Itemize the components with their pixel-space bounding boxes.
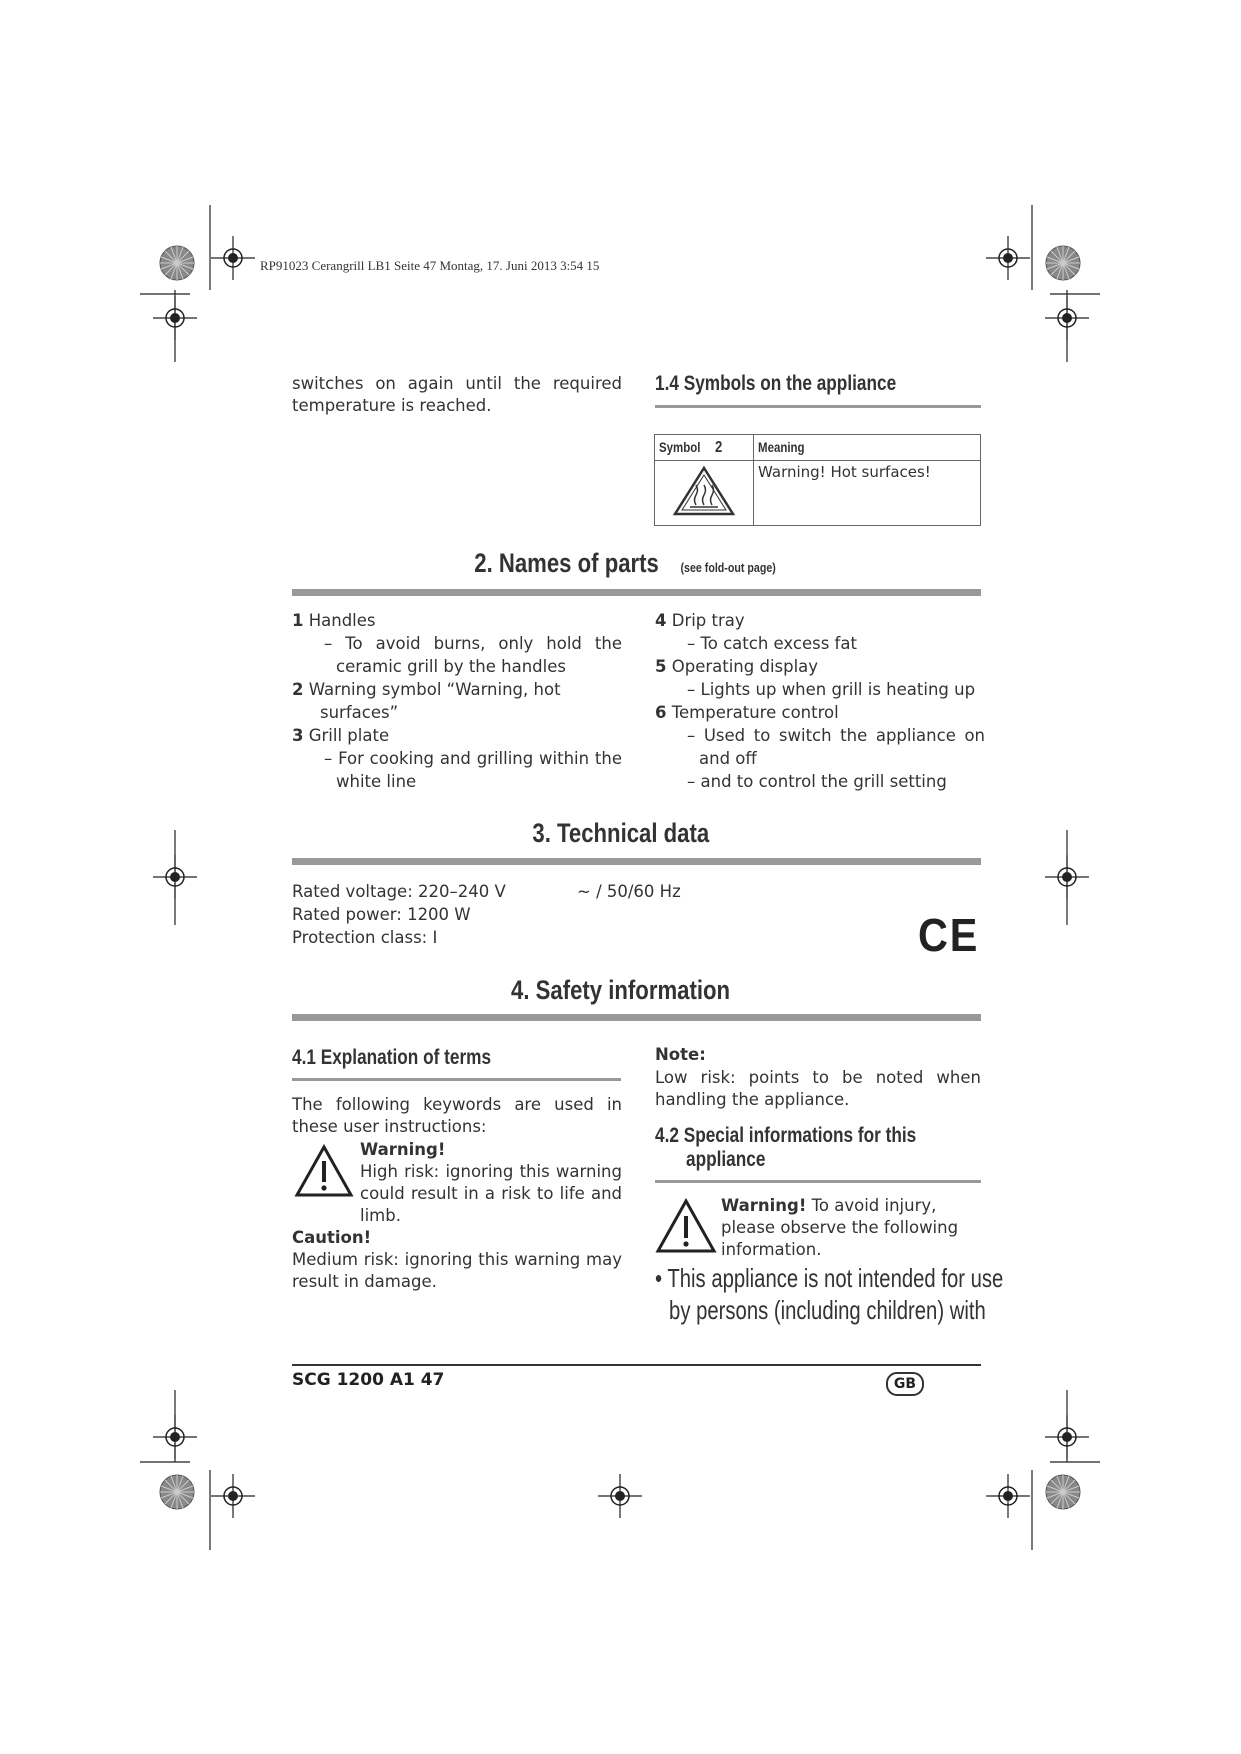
warning-triangle-icon (294, 1144, 354, 1198)
section-4-2-heading-line2: appliance (686, 1148, 766, 1171)
col-symbol-number: 2 (714, 439, 722, 456)
note-keyword: Note: (655, 1045, 706, 1064)
special-warning-text: To avoid injury, please observe the following information. (721, 1196, 959, 1259)
intro-paragraph: switches on again until the required temperature is reached. (292, 374, 622, 415)
section-1-4-heading: 1.4 Symbols on the appliance (655, 372, 897, 395)
caution-keyword: Caution! (292, 1228, 372, 1247)
section-4-1-heading: 4.1 Explanation of terms (292, 1046, 492, 1069)
hot-surface-warning-icon (672, 465, 736, 517)
part-item-3-desc: – For cooking and grilling within the white line (324, 749, 622, 791)
section-2-note: (see fold-out page) (680, 560, 777, 575)
ce-mark: CE (918, 909, 980, 961)
footer-model-page: SCG 1200 A1 47 (292, 1370, 445, 1390)
part-item-5-desc: – Lights up when grill is heating up (687, 680, 976, 699)
section-3-heading: 3. Technical data (532, 818, 709, 848)
special-warning (721, 1195, 983, 1261)
section-1-4-rule (655, 405, 981, 408)
symbols-table-header-symbol (655, 435, 754, 461)
bullet-line-2: by persons (including children) with (669, 1295, 986, 1325)
part-item-1-desc: – To avoid burns, only hold the ceramic grill by the handles (324, 634, 622, 676)
warning-triangle-icon-2 (655, 1198, 717, 1254)
part-item-6-desc-2: – and to control the grill setting (687, 772, 947, 791)
warning-keyword-desc: High risk: ignoring this warning could result in a risk to life and limb. (360, 1162, 622, 1225)
col-meaning-label: Meaning (758, 439, 805, 455)
section-2-heading: 2. Names of parts (474, 548, 660, 578)
special-warning-label: Warning! (721, 1196, 807, 1215)
part-item-4-desc: – To catch excess fat (687, 634, 857, 653)
section-3-rule (292, 858, 981, 865)
section-2-heading-wrap (0, 548, 1241, 579)
country-badge: GB (886, 1372, 924, 1396)
print-slug: RP91023 Cerangrill LB1 Seite 47 Montag, 17. Juni 2013 3:54 15 (260, 258, 600, 273)
caution-keyword-desc: Medium risk: ignoring this warning may result in damage. (292, 1250, 622, 1291)
terms-intro: The following keywords are used in these user instructions: (292, 1095, 622, 1136)
footer-rule (292, 1364, 981, 1366)
part-item-2: 2 Warning symbol “Warning, hot surfaces” (292, 680, 561, 722)
section-4-2-rule (655, 1180, 981, 1183)
part-item-5: 5 Operating display (655, 657, 819, 676)
section-4-heading: 4. Safety information (511, 975, 730, 1005)
part-item-6: 6 Temperature control (655, 703, 839, 722)
part-item-1: 1 Handles (292, 611, 376, 630)
rated-power: Rated power: 1200 W (292, 905, 471, 924)
warning-keyword: Warning! (360, 1140, 446, 1159)
parts-list-left (292, 609, 622, 793)
rated-voltage: Rated voltage: 220–240 V (292, 882, 506, 901)
section-3-heading-wrap (0, 818, 1241, 849)
section-4-heading-wrap (0, 975, 1241, 1006)
section-4-1-rule (292, 1078, 621, 1081)
rated-voltage-frequency: ~ / 50/60 Hz (577, 882, 681, 901)
hot-surface-symbol-cell (655, 461, 754, 526)
parts-list-right (655, 609, 985, 793)
part-item-4: 4 Drip tray (655, 611, 745, 630)
bullet-line-1: • This appliance is not intended for use (655, 1263, 1004, 1293)
protection-class: Protection class: I (292, 928, 438, 947)
part-item-6-desc-1: – Used to switch the appliance on and off (687, 726, 985, 768)
symbols-table-header-meaning (754, 435, 981, 461)
part-item-3: 3 Grill plate (292, 726, 390, 745)
bullet-appliance-use (655, 1262, 1003, 1326)
section-2-rule (292, 589, 981, 596)
symbols-table (654, 434, 981, 526)
note-keyword-desc: Low risk: points to be noted when handling the appliance. (655, 1068, 981, 1109)
hot-surface-meaning: Warning! Hot surfaces! (754, 461, 981, 526)
col-symbol-label: Symbol (659, 439, 701, 455)
section-4-2-heading-line1: 4.2 Special informations for this (655, 1124, 917, 1147)
section-4-rule (292, 1014, 981, 1021)
